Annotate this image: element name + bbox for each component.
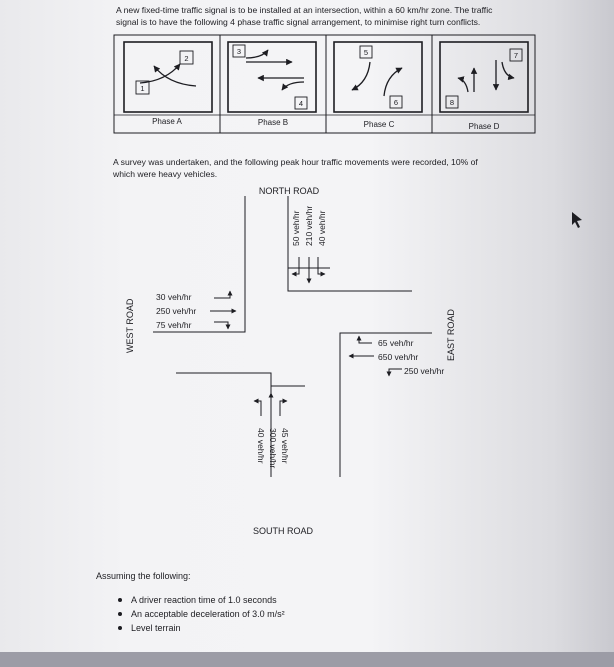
phase-d-label: Phase D [468, 122, 500, 131]
survey-line-2: which were heavy vehicles. [113, 169, 218, 179]
phase-b-left-turn-arrow [246, 50, 268, 58]
phase-a-curve-arrow-1 [140, 64, 180, 83]
west-volume-top-label: 30 veh/hr [156, 292, 192, 302]
east-volume-top-label: 65 veh/hr [378, 338, 414, 348]
east-road-label: EAST ROAD [446, 309, 456, 361]
phase-d-left-turn-arrow-2 [502, 62, 514, 78]
phase-c-label: Phase C [363, 120, 395, 129]
south-road-label: SOUTH ROAD [252, 526, 314, 536]
north-right-turn-arrow [292, 257, 299, 274]
movement-2-label: 2 [184, 54, 189, 63]
south-volume-left-label: 45 veh/hr [280, 428, 290, 464]
south-volume-center-label: 300 veh/hr [268, 428, 278, 469]
west-volume-middle-label: 250 veh/hr [156, 306, 197, 316]
phase-a-diagram [124, 42, 212, 112]
south-right-turn-arrow [280, 401, 287, 416]
west-volume-bottom-label: 75 veh/hr [156, 320, 192, 330]
phase-c-diagram [334, 42, 422, 112]
movement-6-label: 6 [393, 98, 399, 107]
north-volume-center-label: 210 veh/hr [304, 205, 314, 246]
assumptions-list [118, 593, 285, 635]
movement-8-label: 8 [449, 98, 455, 107]
survey-line-1: A survey was undertaken, and the following peak hour traffic movements were recorded, 10% of [113, 157, 478, 167]
phase-a-label: Phase A [152, 117, 182, 126]
north-road-label: NORTH ROAD [258, 186, 320, 196]
east-right-turn-arrow [359, 336, 372, 343]
movement-7-label: 7 [513, 51, 519, 60]
east-volume-middle-label: 650 veh/hr [378, 352, 419, 362]
west-left-turn-arrow [214, 291, 230, 298]
north-volume-left-label: 50 veh/hr [291, 210, 301, 246]
movement-3-label: 3 [236, 47, 242, 56]
east-volume-bottom-label: 250 veh/hr [404, 366, 445, 376]
survey-paragraph [113, 156, 478, 180]
phase-c-curve-arrow-2 [384, 68, 402, 96]
north-left-turn-arrow [318, 257, 325, 274]
mouse-pointer-icon [572, 212, 582, 228]
north-volume-right-label: 40 veh/hr [317, 210, 327, 246]
west-right-turn-arrow [214, 322, 228, 329]
east-left-turn-arrow [389, 369, 402, 376]
phase-b-left-turn-arrow-2 [282, 82, 304, 90]
intro-line-1: A new fixed-time traffic signal is to be installed at an intersection, within a 60 km/hr zone. The traffic [116, 5, 493, 15]
assumption-item-terrain: Level terrain [118, 621, 285, 635]
phase-d-left-turn-arrow [458, 78, 468, 92]
movement-5-label: 5 [363, 48, 369, 57]
south-volume-right-label: 40 veh/hr [256, 428, 266, 464]
assumption-item-reaction-time: A driver reaction time of 1.0 seconds [118, 593, 285, 607]
south-approach-arrows [254, 393, 287, 418]
south-left-turn-arrow [254, 401, 261, 416]
phase-c-curve-arrow-1 [352, 62, 370, 90]
movement-4-label: 4 [298, 99, 304, 108]
west-approach-arrows [210, 291, 236, 329]
assumption-item-deceleration: An acceptable deceleration of 3.0 m/s² [118, 607, 285, 621]
intro-line-2: signal is to have the following 4 phase traffic signal arrangement, to minimise right turn conflicts. [116, 17, 481, 27]
north-approach-arrows [292, 257, 325, 283]
page-bottom-edge [0, 652, 614, 667]
assumptions-heading: Assuming the following: [96, 571, 191, 581]
phase-b-label: Phase B [257, 118, 289, 127]
movement-1-label: 1 [140, 84, 145, 93]
west-road-label: WEST ROAD [125, 298, 135, 353]
